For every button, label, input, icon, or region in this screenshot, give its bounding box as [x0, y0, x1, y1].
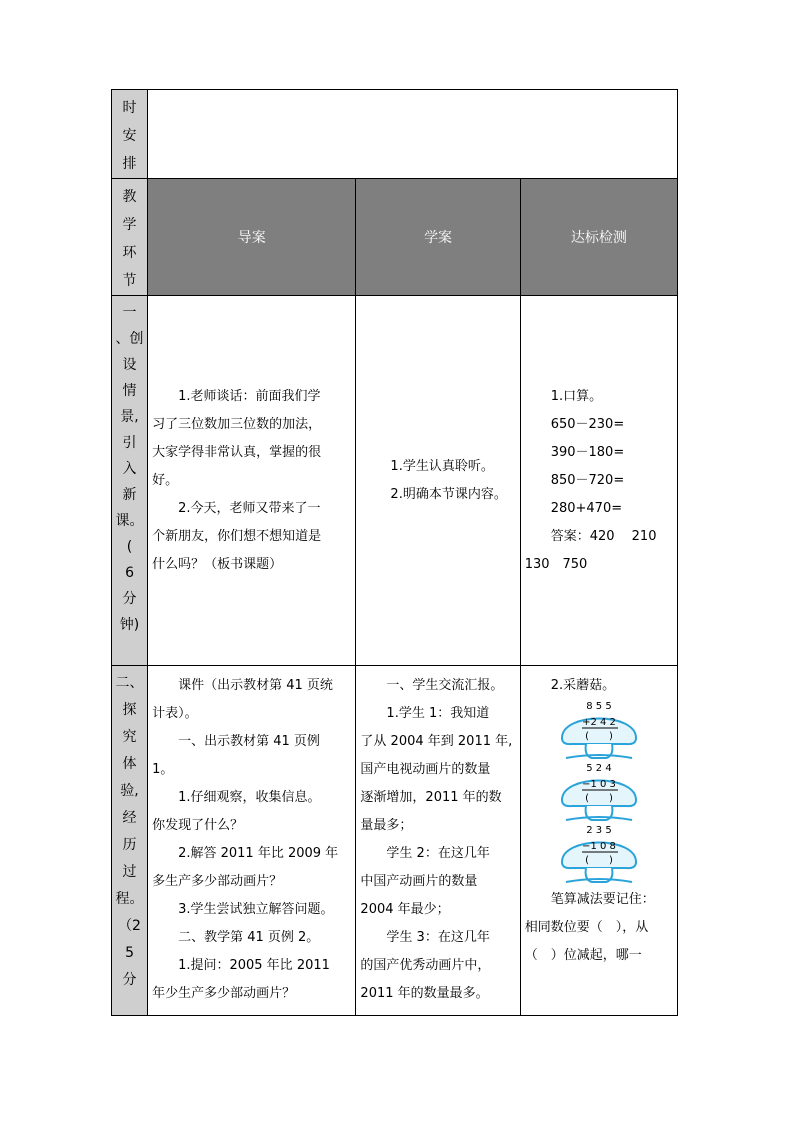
time-content [148, 90, 678, 179]
section1-study: 1.学生认真聆听。 2.明确本节课内容。 [356, 296, 520, 666]
section1-row [112, 296, 678, 666]
mushroom-icon [558, 762, 640, 824]
header-study: 学案 [356, 179, 520, 296]
mushroom-top: 2 3 5 [586, 825, 612, 836]
mushroom-blank: ( ) [584, 855, 613, 866]
section1-guide: 1.老师谈话：前面我们学 习了三位数加三位数的加法， 大家学得非常认真，掌握的很 好。 2.今天，老师又带来了一 个新朋友，你们想不想知道是 什么吗？（板书课题） [148, 296, 356, 666]
time-label: 时 安 排 [112, 90, 148, 179]
section2-label: 二、 探 究 体 验, 经 历 过 程。 （2 5 分 [112, 666, 148, 1016]
time-row [112, 90, 678, 179]
header-check: 达标检测 [520, 179, 677, 296]
mushroom-top: 8 5 5 [586, 701, 612, 712]
header-row [112, 179, 678, 296]
lesson-plan-table [111, 89, 678, 1016]
section2-guide: 课件（出示教材第 41 页统 计表）。 一、出示教材第 41 页例 1。 1.仔细观察，收集信息。 你发现了什么？ 2.解答 2011 年比 2009 年 多生产多少部动画片？ 3.学生尝试独立解答问题。 二、教学第 41 页例 2。 1.提问：2005 年比 2011 年少生产多少部动画片？ [148, 666, 356, 1016]
mushroom-group [525, 700, 673, 886]
section1-check: 1.口算。 650－230= 390－180= 850－720= 280+470= 答案：420 210 130 750 [520, 296, 677, 666]
section2-row [112, 666, 678, 1016]
mushroom-blank: ( ) [584, 731, 613, 742]
mushroom-icon [558, 700, 640, 762]
mushroom-top: 5 2 4 [586, 763, 612, 774]
stage-label: 教 学 环 节 [112, 179, 148, 296]
section2-check: 2.采蘑菇。 8 5 5 +2 4 2 ( ) 5 2 4 −1 0 3 ( ) 2 3 5 −1 0 8 ( ) 笔算减法要记住： 相同数位要（ ），从 （ ）位减起，哪一 [520, 666, 677, 1016]
mushroom-op: −1 0 3 [581, 779, 616, 790]
mushroom-icon [558, 824, 640, 886]
mushroom-op: −1 0 8 [581, 841, 616, 852]
header-guide: 导案 [148, 179, 356, 296]
mushroom-op: +2 4 2 [581, 717, 616, 728]
section1-label: 一 、创 设 情 景, 引 入 新 课。 ( 6 分 钟) [112, 296, 148, 666]
section2-study: 一、学生交流汇报。 1.学生 1：我知道 了从 2004 年到 2011 年, 国产电视动画片的数量 逐渐增加，2011 年的数 量最多； 学生 2：在这几年 中国产动画片的数量 2004 年最少； 学生 3：在这几年 的国产优秀动画片中， 2011 年的数量最多。 [356, 666, 520, 1016]
mushroom-blank: ( ) [584, 793, 613, 804]
